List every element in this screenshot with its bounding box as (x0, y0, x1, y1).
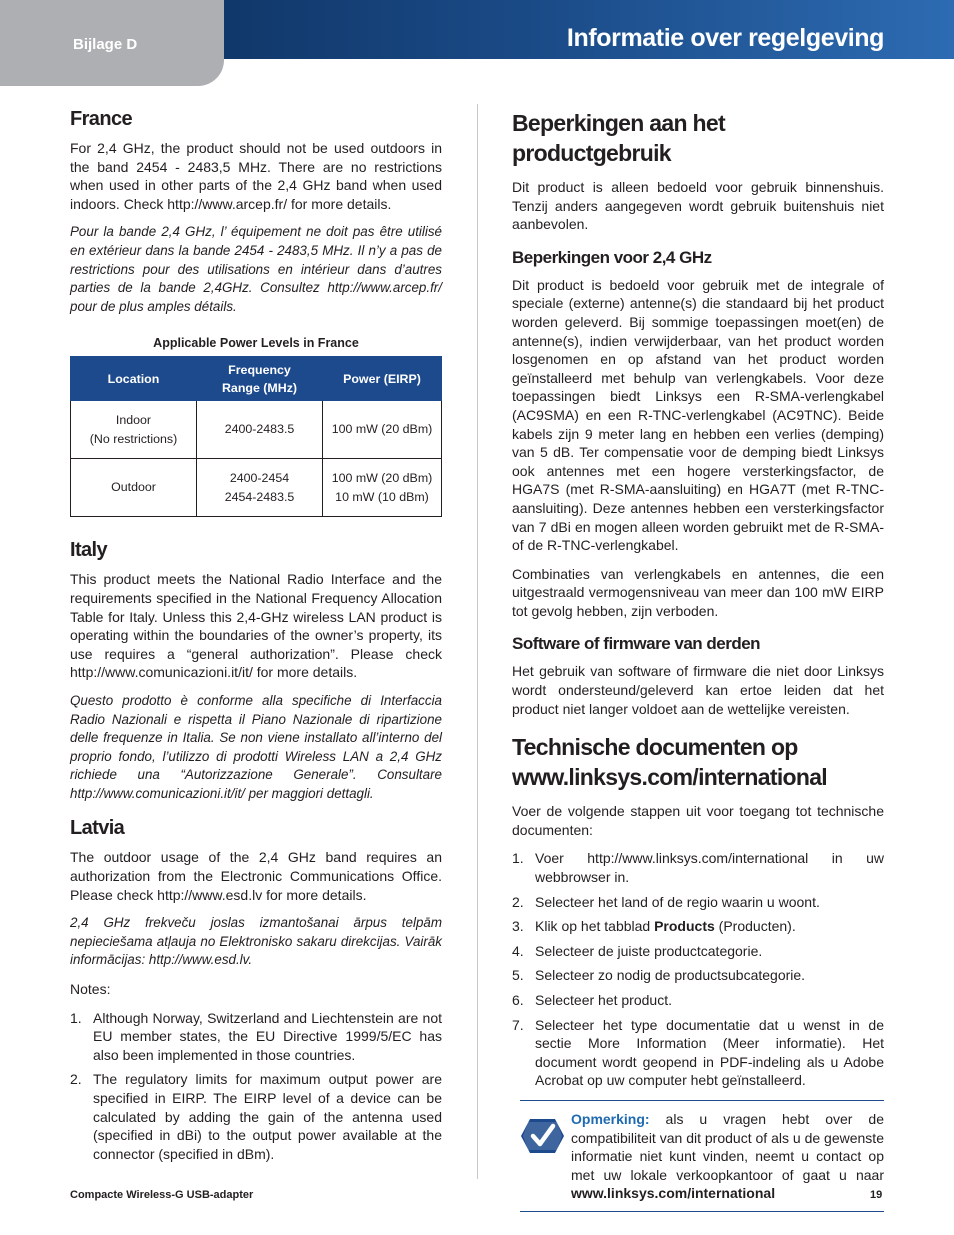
page-title: Informatie over regelgeving (566, 24, 884, 52)
techdocs-intro: Voer de volgende stappen uit voor toegang tot technische documenten: (512, 803, 884, 838)
list-number: 7. (512, 1016, 524, 1033)
list-number: 6. (512, 992, 524, 1008)
table-header-cell (323, 357, 442, 401)
techdocs-heading-line1: Technische documenten op (512, 734, 798, 761)
latvia-paragraph-lv: 2,4 GHz frekveču joslas izmantošanai ārpus telpām nepieciešama atļauja no Elektronisko sakaru direkcijas. Vairāk informācijas: http://www.esd.lv. (70, 915, 442, 968)
header-location: Location (107, 371, 160, 386)
techdocs-heading (512, 732, 884, 792)
note-body: als u vragen hebt over de compatibiliteit van dit product of als u de gewenste informatie niet kunt vinden, neemt u contact op met uw lokale verkoopkantoor of gaat u naar (571, 1110, 884, 1183)
appendix-label: Bijlage D (73, 36, 138, 53)
restrictions-24-heading: Beperkingen voor 2,4 GHz (512, 247, 712, 267)
latvia-heading: Latvia (70, 817, 125, 840)
italy-paragraph-en: This product meets the National Radio Interface and the requirements specified in the National Frequency Allocation Table for Italy. Unless this 2,4-GHz wireless LAN product is operating within the boundaries of the owner’s property, its use requires a “general authorization”. Please check http://www.comunicazioni.it/it/ for more details. (70, 571, 442, 681)
table-cell (197, 459, 323, 517)
left-column (70, 108, 442, 1173)
cell-text: 2400-2483.5 (224, 422, 295, 437)
list-text-bold: Products (654, 918, 715, 935)
list-text: Selecteer het type documentatie dat u wenst in de sectie More Information (Meer informatie). Het document wordt geopend in PDF-indeling als u Adobe Acrobat op uw computer hebt geïnstalleerd. (535, 1016, 884, 1089)
italy-heading: Italy (70, 539, 108, 562)
france-paragraph-fr: Pour la bande 2,4 GHz, l’ équipement ne doit pas être utilisé en extérieur dans la bande 2454 - 2483,5 MHz. Il n’y a pas de restrictions pour des utilisations en intérieur dans d’autres parties de la bande 2,4GHz. Consultez http://www.arcep.fr/ pour de plus amples détails. (70, 224, 442, 314)
cell-text: 2400-2454 2454-2483.5 (224, 470, 295, 504)
list-number: 2. (512, 893, 524, 910)
table-row (71, 401, 442, 459)
table-row (71, 459, 442, 517)
list-number: 3. (512, 918, 524, 935)
list-text: Although Norway, Switzerland and Liechtenstein are not EU member states, the EU Directive 1999/5/EC has also been implemented in those countries. (93, 1009, 442, 1063)
appendix-tab (0, 0, 224, 86)
column-divider (477, 104, 478, 1179)
cell-text: Outdoor (111, 480, 156, 495)
list-item (70, 1070, 442, 1163)
list-text: Voer http://www.linksys.com/international in uw webbrowser in. (535, 850, 884, 886)
list-item (512, 966, 884, 985)
list-text: Klik op het tabblad (535, 918, 655, 935)
france-heading: France (70, 108, 132, 130)
steps-list (512, 849, 884, 1090)
table-header-row (71, 357, 442, 401)
france-paragraph-en: For 2,4 GHz, the product should not be used outdoors in the band 2454 - 2483,5 MHz. There are no restrictions when used in other parts of the 2,4 GHz band when used indoors. Check http://www.arcep.fr/ for more details. (70, 140, 442, 212)
table-cell (323, 401, 442, 459)
list-text: Selecteer de juiste productcategorie. (535, 942, 763, 959)
checkmark-note-icon (520, 1117, 565, 1155)
table-cell (71, 401, 197, 459)
notes-label: Notes: (70, 981, 111, 998)
list-text: The regulatory limits for maximum output power are specified in EIRP. The EIRP level of a device can be calculated by adding the gain of the antenna used (specified in dBi) to the output power available at the connector (specified in dBm). (93, 1071, 442, 1162)
list-number: 5. (512, 967, 524, 984)
italy-paragraph-it: Questo prodotto è conforme alla specifiche di Interfaccia Radio Nazionali e rispetta il Piano Nazionale di ripartizione delle frequenze in Italia. Se non viene installato all’interno del proprio fondo, l’utilizzo di prodotti Wireless LAN a 2,4 GHz richiede una “Autorizzazione Generale”. Consultare http://www.comunicazioni.it/it/ per maggiori dettagli. (70, 692, 442, 801)
list-item (70, 1009, 442, 1065)
note-text (571, 1110, 884, 1203)
table-cell (323, 459, 442, 517)
list-item (512, 893, 884, 912)
software-paragraph: Het gebruik van software of firmware die niet door Linksys wordt ondersteund/geleverd kan ertoe leiden dat het product niet langer voldoet aan de wettelijke vereisten. (512, 663, 884, 717)
note-box (520, 1100, 884, 1212)
list-item (512, 849, 884, 886)
note-label: Opmerking: (571, 1110, 650, 1127)
restrictions-24-paragraph-2: Combinaties van verlengkabels en antennes, die een uitgestraald vermogensniveau van meer dan 100 mW EIRP tot gevolg hebben, zijn verboden. (512, 565, 884, 619)
restrictions-heading: Beperkingen aan het productgebruik (512, 110, 725, 166)
list-item (512, 1016, 884, 1090)
latvia-paragraph-en: The outdoor usage of the 2,4 GHz band requires an authorization from the Electronic Communications Office. Please check http://www.esd.lv for more details. (70, 849, 442, 903)
restrictions-24-paragraph-1: Dit product is bedoeld voor gebruik met de integrale of speciale (externe) antenne(s) die standaard bij het product worden geleverd. Bij sommige toepassingen moet(en) de antenne(s), indien verwijderbaar, van het product worden losgenomen en op afstand van het product worden geïnstalleerd met behulp van verlengkabels. Voor deze toepassingen biedt Linksys een R-SMA-verlengkabel (AC9SMA) en een R-TNC-verlengkabel (AC9TNC). Beide kabels zijn 9 meter lang en hebben een verlies (demping) van 5 dB. Ter compensatie voor de demping biedt Linksys ook antennes met een hogere versterkingsfactor, de HGA7S (met R-SMA-aansluiting) en HGA7T (met R-TNC-aansluiting). Deze antennes hebben een versterkingsfactor van 7 dBi en mogen alleen worden gebruikt met de R-SMA- of de R-TNC-verlengkabel. (512, 276, 884, 554)
cell-text: Indoor (No restrictions) (89, 412, 178, 446)
list-number: 4. (512, 942, 524, 959)
header-frequency: Frequency Range (MHz) (221, 362, 298, 395)
software-heading: Software of firmware van derden (512, 634, 761, 654)
cell-text: 100 mW (20 dBm) (331, 422, 433, 437)
header-power: Power (EIRP) (343, 371, 421, 386)
list-item (512, 917, 884, 936)
right-column (512, 108, 884, 1212)
table-caption: Applicable Power Levels in France (153, 336, 359, 351)
list-number: 1. (512, 850, 524, 867)
list-number: 2. (70, 1071, 82, 1088)
table-cell (71, 459, 197, 517)
table-cell (197, 401, 323, 459)
list-text: Selecteer het land of de regio waarin u woont. (535, 893, 820, 910)
cell-text: 100 mW (20 dBm) 10 mW (10 dBm) (331, 470, 433, 504)
list-text: (Producten). (714, 918, 796, 935)
list-number: 1. (70, 1009, 82, 1026)
techdocs-heading-line2: www.linksys.com/international (512, 764, 827, 791)
power-levels-table (70, 356, 442, 517)
footer-page-number: 19 (870, 1189, 883, 1201)
list-item (512, 942, 884, 961)
list-text: Selecteer zo nodig de productsubcategorie. (535, 967, 806, 984)
table-header-cell (71, 357, 197, 401)
list-item (512, 991, 884, 1010)
list-text: Selecteer het product. (535, 992, 672, 1008)
footer-product: Compacte Wireless-G USB-adapter (70, 1189, 254, 1201)
notes-list (70, 1009, 442, 1164)
note-link[interactable]: www.linksys.com/international (571, 1185, 776, 1202)
table-header-cell (197, 357, 323, 401)
restrictions-paragraph: Dit product is alleen bedoeld voor gebruik binnenshuis. Tenzij anders aangegeven wordt gebruik buitenshuis niet aanbevolen. (512, 179, 884, 233)
